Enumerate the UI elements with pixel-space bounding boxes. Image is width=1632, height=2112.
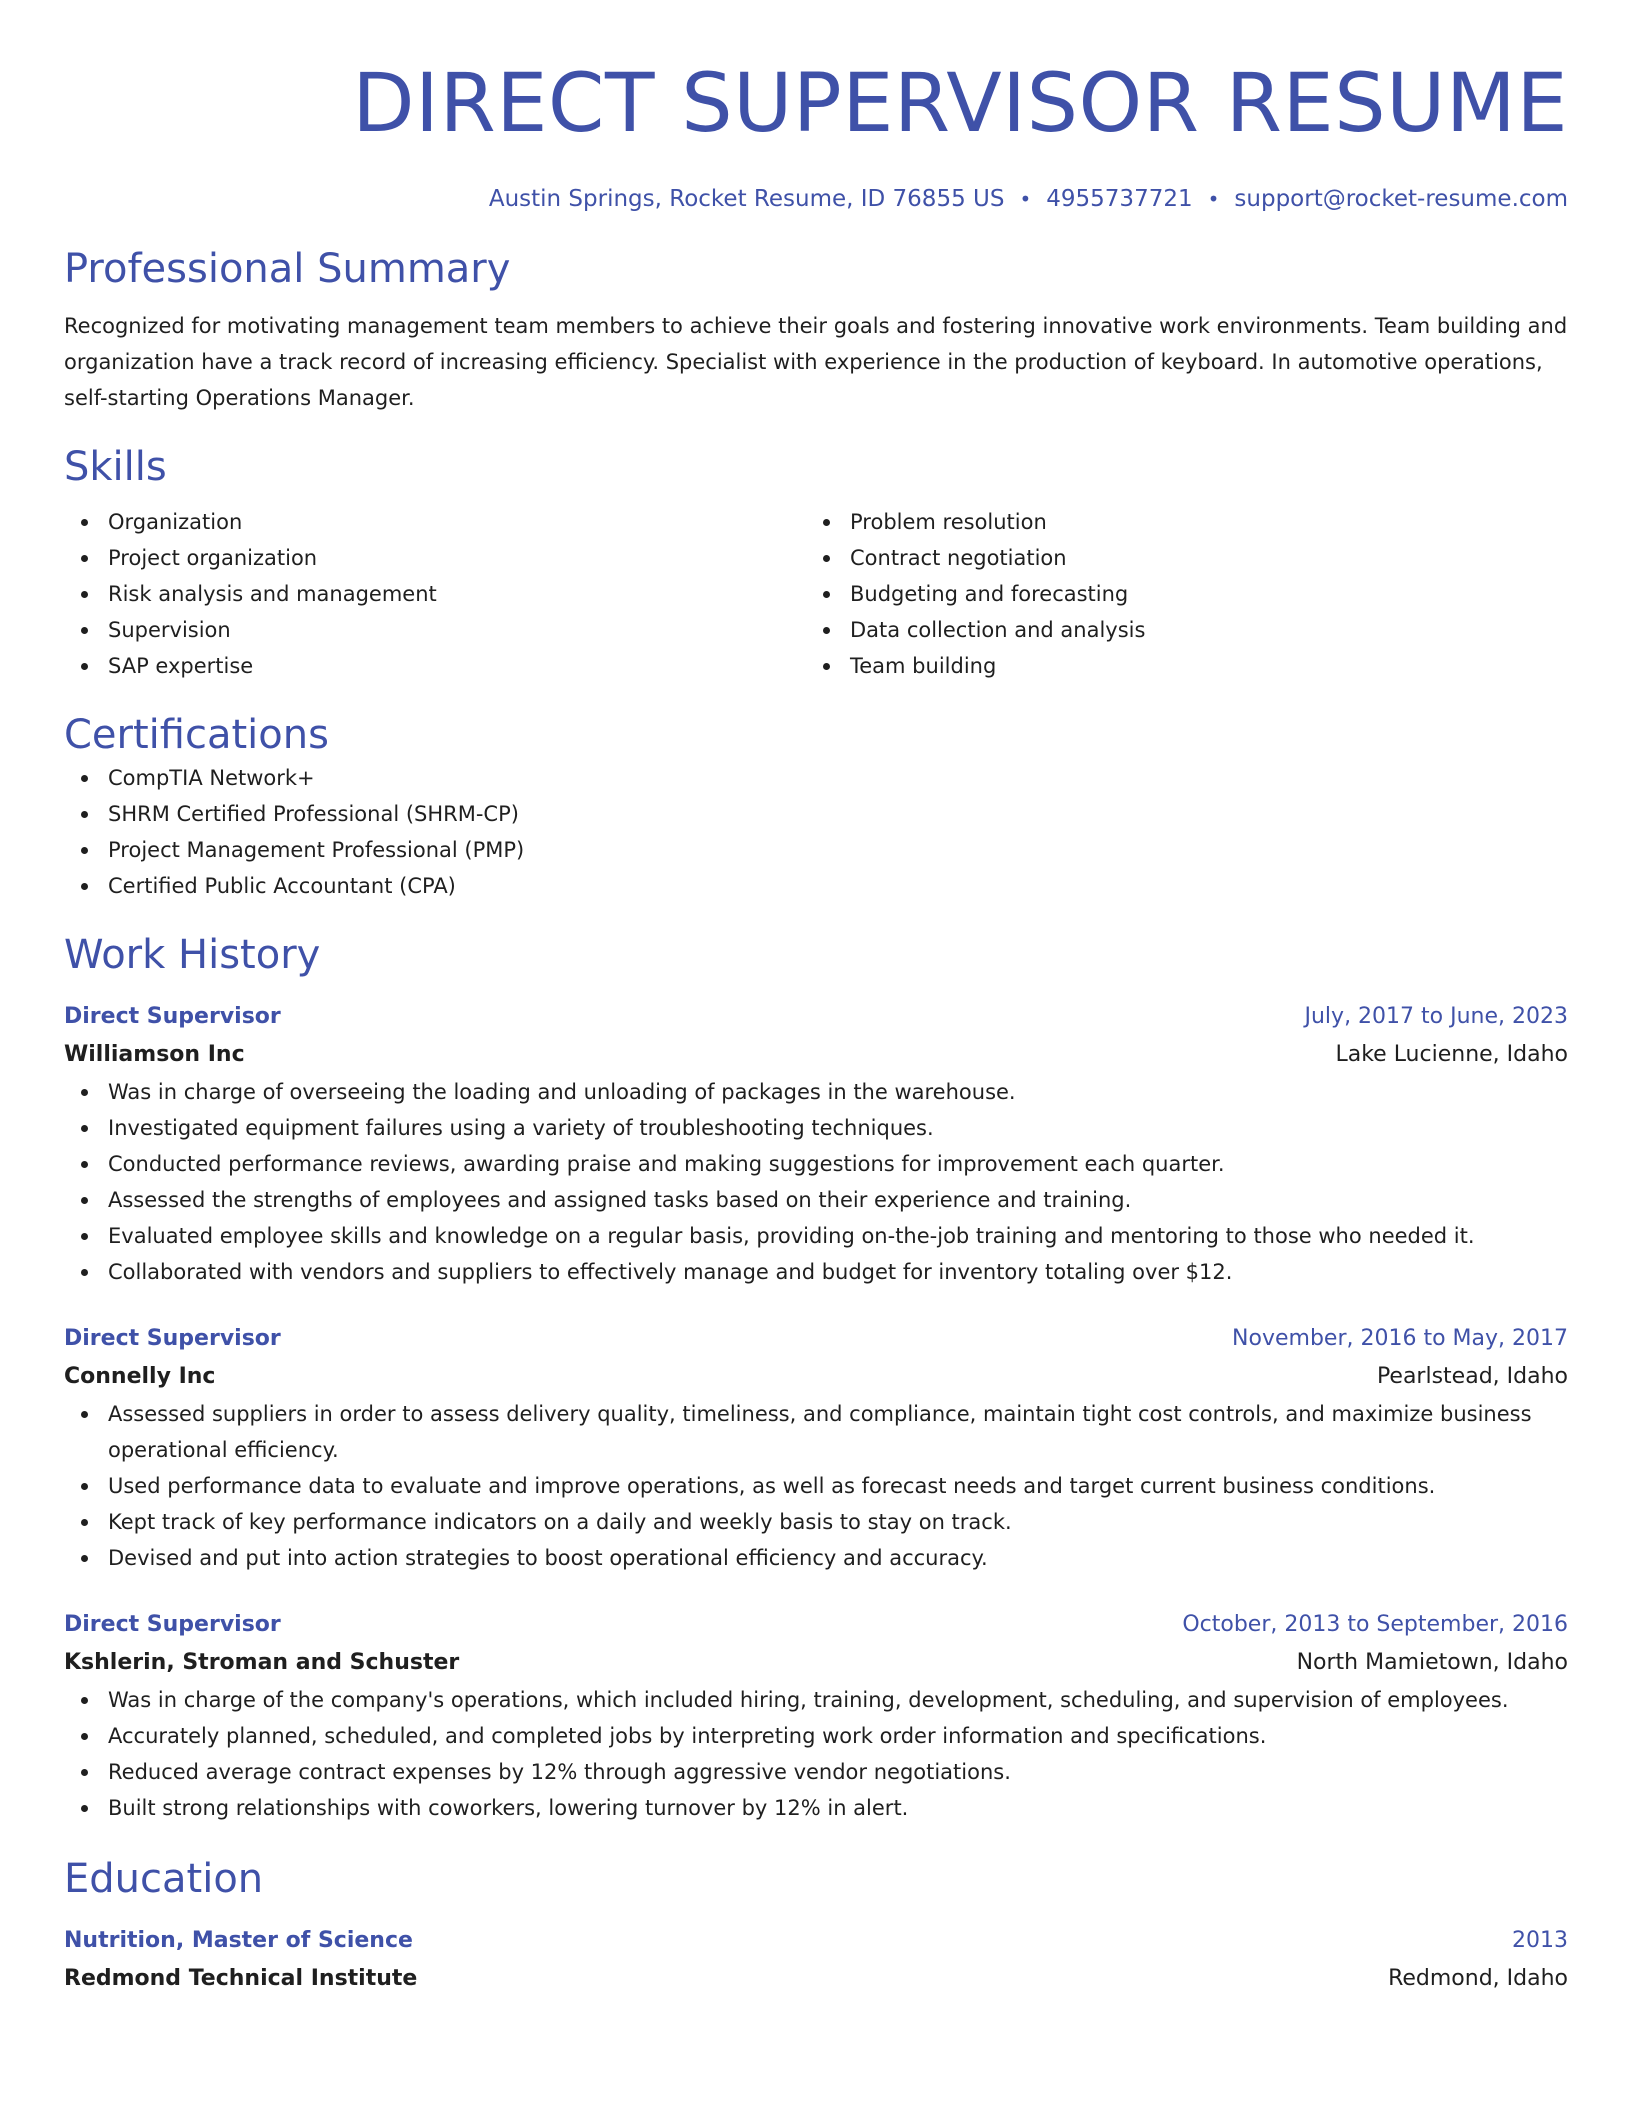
contact-line	[64, 184, 1568, 214]
summary-text: Recognized for motivating management team members to achieve their goals and fostering innovative work environments. Team building and organization have a track record of increasing efficiency. Specialist with experience in the production of keyboard. In automotive operations, self-starting Operations Manager.	[64, 314, 1568, 410]
skill-item: Data collection and analysis	[806, 612, 1548, 648]
job-company-row	[64, 1036, 1568, 1074]
job-title: Direct Supervisor	[64, 1004, 281, 1029]
job-bullets	[64, 1074, 1568, 1290]
job-header-row	[64, 1320, 1568, 1358]
resume-title: DIRECT SUPERVISOR RESUME	[352, 57, 1568, 151]
contact-address: Austin Springs, Rocket Resume, ID 76855 US	[488, 186, 1005, 212]
skill-item: Project organization	[64, 540, 806, 576]
skill-item: Supervision	[64, 612, 806, 648]
job-bullet: Devised and put into action strategies to boost operational efficiency and accuracy.	[64, 1540, 1568, 1576]
education-degree: Nutrition, Master of Science	[64, 1928, 413, 1953]
job-bullet: Accurately planned, scheduled, and completed jobs by interpreting work order information and specifications.	[64, 1718, 1568, 1754]
job-location: Lake Lucienne, Idaho	[1335, 1042, 1568, 1067]
skill-item: SAP expertise	[64, 648, 806, 684]
job-dates: October, 2013 to September, 2016	[1182, 1612, 1568, 1637]
contact-separator: •	[1207, 187, 1220, 211]
job-bullets	[64, 1396, 1568, 1576]
skills-grid	[64, 504, 1568, 684]
job-entry	[64, 1320, 1568, 1576]
certification-item: CompTIA Network+	[64, 760, 1568, 796]
skill-item: Team building	[806, 648, 1548, 684]
job-dates: November, 2016 to May, 2017	[1232, 1326, 1568, 1351]
certifications-heading: Certifications	[64, 712, 329, 758]
job-bullet: Was in charge of the company's operations, which included hiring, training, development, scheduling, and supervision of employees.	[64, 1682, 1568, 1718]
job-location: Pearlstead, Idaho	[1376, 1364, 1568, 1389]
education-header-row	[64, 1922, 1568, 1960]
skill-item: Budgeting and forecasting	[806, 576, 1548, 612]
job-location: North Mamietown, Idaho	[1296, 1650, 1568, 1675]
job-header-row	[64, 1606, 1568, 1644]
job-bullets	[64, 1682, 1568, 1826]
job-bullet: Kept track of key performance indicators on a daily and weekly basis to stay on track.	[64, 1504, 1568, 1540]
job-bullet: Evaluated employee skills and knowledge on a regular basis, providing on-the-job training and mentoring to those who needed it.	[64, 1218, 1568, 1254]
job-bullet: Assessed suppliers in order to assess delivery quality, timeliness, and compliance, maintain tight cost controls, and maximize business operational efficiency.	[64, 1396, 1568, 1468]
job-company-row	[64, 1644, 1568, 1682]
summary-heading: Professional Summary	[64, 246, 511, 292]
skill-item: Organization	[64, 504, 806, 540]
job-bullet: Assessed the strengths of employees and assigned tasks based on their experience and training.	[64, 1182, 1568, 1218]
skills-list-right	[806, 504, 1548, 684]
education-school: Redmond Technical Institute	[64, 1966, 418, 1991]
job-entry	[64, 1606, 1568, 1826]
skill-item: Risk analysis and management	[64, 576, 806, 612]
job-title: Direct Supervisor	[64, 1612, 281, 1637]
job-title: Direct Supervisor	[64, 1326, 281, 1351]
skill-item: Problem resolution	[806, 504, 1548, 540]
job-bullet: Conducted performance reviews, awarding praise and making suggestions for improvement each quarter.	[64, 1146, 1568, 1182]
certification-item: Project Management Professional (PMP)	[64, 832, 1568, 868]
job-bullet: Used performance data to evaluate and improve operations, as well as forecast needs and target current business conditions.	[64, 1468, 1568, 1504]
contact-phone: 4955737721	[1046, 186, 1193, 212]
job-company: Connelly Inc	[64, 1364, 216, 1389]
job-bullet: Reduced average contract expenses by 12% through aggressive vendor negotiations.	[64, 1754, 1568, 1790]
work-history-heading: Work History	[64, 932, 321, 978]
skill-item: Contract negotiation	[806, 540, 1548, 576]
resume-page	[64, 0, 1568, 1998]
education-heading: Education	[64, 1856, 264, 1902]
education-school-row	[64, 1960, 1568, 1998]
education-location: Redmond, Idaho	[1388, 1966, 1568, 1991]
education-year: 2013	[1512, 1928, 1568, 1953]
job-company-row	[64, 1358, 1568, 1396]
certification-item: Certified Public Accountant (CPA)	[64, 868, 1568, 904]
contact-email[interactable]: support@rocket-resume.com	[1234, 186, 1568, 212]
skills-heading: Skills	[64, 444, 167, 490]
job-dates: July, 2017 to June, 2023	[1304, 1004, 1568, 1029]
job-entry	[64, 998, 1568, 1290]
job-header-row	[64, 998, 1568, 1036]
certification-item: SHRM Certified Professional (SHRM-CP)	[64, 796, 1568, 832]
job-bullet: Collaborated with vendors and suppliers to effectively manage and budget for inventory totaling over $12.	[64, 1254, 1568, 1290]
skills-list-left	[64, 504, 806, 684]
education-entry	[64, 1922, 1568, 1998]
job-bullet: Was in charge of overseeing the loading and unloading of packages in the warehouse.	[64, 1074, 1568, 1110]
job-bullet: Investigated equipment failures using a variety of troubleshooting techniques.	[64, 1110, 1568, 1146]
certifications-list	[64, 760, 1568, 904]
job-company: Williamson Inc	[64, 1042, 245, 1067]
job-bullet: Built strong relationships with coworkers, lowering turnover by 12% in alert.	[64, 1790, 1568, 1826]
contact-separator: •	[1019, 187, 1032, 211]
job-company: Kshlerin, Stroman and Schuster	[64, 1650, 460, 1675]
